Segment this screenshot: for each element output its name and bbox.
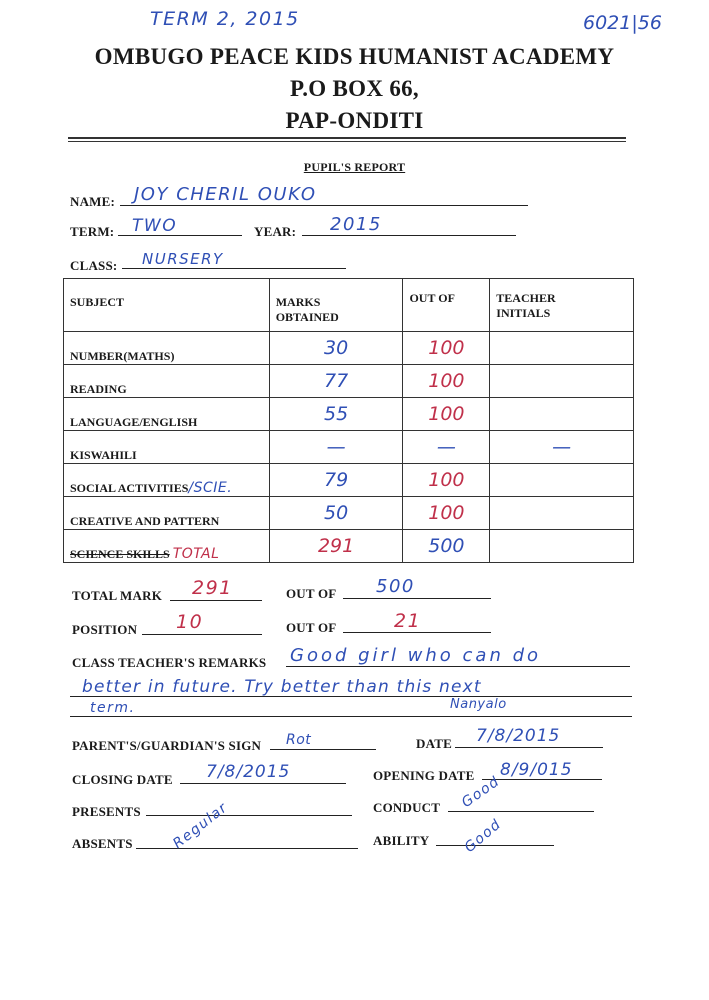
position-value: 10 [176,611,204,633]
subject-cell: READING [64,365,270,398]
teacher-signature: Nanyalo [450,697,507,712]
mark-cell: 55 [269,398,403,431]
parent-signature: Rot [286,732,312,748]
out-of-cell: 100 [403,332,490,365]
table-row [64,431,634,464]
ability-value: Good [461,816,505,856]
ability-label: ABILITY [373,833,430,848]
parent-sign-line [270,749,376,750]
name-label: NAME: [70,194,116,209]
name-line [120,205,528,206]
position-line [142,634,262,635]
ability-line [436,845,554,846]
subject-cell: KISWAHILI [64,431,270,464]
initials-cell [490,464,634,497]
table-row [64,530,634,563]
total-out-of-value: 500 [376,576,415,597]
table-row [64,332,634,365]
header-out-of: OUT OF [403,279,490,332]
remarks-text-3: term. [90,700,136,716]
closing-date-value: 7/8/2015 [206,762,291,782]
report-title: PUPIL'S REPORT [303,160,406,174]
pupil-class: NURSERY [142,250,224,268]
closing-date-line [180,783,346,784]
mark-cell: 79 [269,464,403,497]
total-out-of-line [343,598,491,599]
remarks-line-1 [286,666,630,667]
total-mark-line [170,600,262,601]
term-note: TERM 2, 2015 [150,8,300,30]
mark-cell: 50 [269,497,403,530]
marks-table [63,278,634,563]
opening-date-label: OPENING DATE [373,768,475,783]
header-subject: SUBJECT [64,279,270,332]
remarks-line-3 [70,716,632,717]
subject-note: /SCIE. [188,480,233,496]
year-label: YEAR: [254,224,297,239]
year-line [302,235,516,236]
position-label: POSITION [72,622,138,637]
table-row [64,497,634,530]
subject-cell: SOCIAL ACTIVITIES/SCIE. [64,464,270,497]
presents-label: PRESENTS [72,804,141,819]
school-box: P.O BOX 66, [290,76,419,101]
mark-cell: 291 [269,530,403,563]
out-of-cell: 100 [403,464,490,497]
pupil-year: 2015 [330,214,382,235]
position-out-of-value: 21 [394,610,422,632]
out-of-cell: 100 [403,365,490,398]
presents-line [146,815,352,816]
initials-cell [490,497,634,530]
pupil-term: TWO [132,216,178,236]
conduct-label: CONDUCT [373,800,441,815]
position-out-of-line [343,632,491,633]
date-line [455,747,603,748]
header-rule-top [68,137,626,139]
initials-cell [490,398,634,431]
date-value: 7/8/2015 [476,726,561,746]
initials-cell [490,332,634,365]
conduct-value: Good [458,773,504,811]
table-row [64,398,634,431]
initials-cell [490,530,634,563]
subject-cell: NUMBER(MATHS) [64,332,270,365]
initials-cell [490,365,634,398]
out-of-cell: 100 [403,497,490,530]
subject-cell: SCIENCE SKILLS TOTAL [64,530,270,563]
header-rule-bottom [68,141,626,142]
remarks-label: CLASS TEACHER'S REMARKS [72,655,267,670]
position-out-of-label: OUT OF [286,620,337,635]
table-row [64,464,634,497]
mark-cell: — [269,431,403,464]
out-of-cell: 100 [403,398,490,431]
table-header-row [64,279,634,332]
absents-label: ABSENTS [72,836,133,851]
reference-number: 6021|56 [583,12,662,34]
class-line [122,268,346,269]
absents-value: Regular [170,799,232,852]
absents-line [136,848,358,849]
out-of-cell: — [403,431,490,464]
total-mark-label: TOTAL MARK [72,588,163,603]
conduct-line [448,811,594,812]
total-mark-value: 291 [192,577,233,599]
mark-cell: 77 [269,365,403,398]
remarks-text-1: Good girl who can do [290,645,542,666]
table-row [64,365,634,398]
pupil-name: JOY CHERIL OUKO [134,184,317,205]
term-label: TERM: [70,224,115,239]
opening-date-value: 8/9/015 [500,760,573,780]
mark-cell: 30 [269,332,403,365]
subject-cell: CREATIVE AND PATTERN [64,497,270,530]
class-label: CLASS: [70,258,118,273]
initials-cell: — [490,431,634,464]
date-label: DATE [416,736,452,751]
subject-note: TOTAL [172,546,220,562]
closing-date-label: CLOSING DATE [72,772,173,787]
remarks-text-2: better in future. Try better than this next [82,677,482,697]
header-teacher-initials: TEACHER INITIALS [490,279,634,332]
total-out-of-label: OUT OF [286,586,337,601]
parent-sign-label: PARENT'S/GUARDIAN'S SIGN [72,738,262,753]
school-name: OMBUGO PEACE KIDS HUMANIST ACADEMY [94,44,615,69]
subject-cell: LANGUAGE/ENGLISH [64,398,270,431]
school-location: PAP-ONDITI [285,108,424,133]
out-of-cell: 500 [403,530,490,563]
header-marks: MARKS OBTAINED [269,279,403,332]
